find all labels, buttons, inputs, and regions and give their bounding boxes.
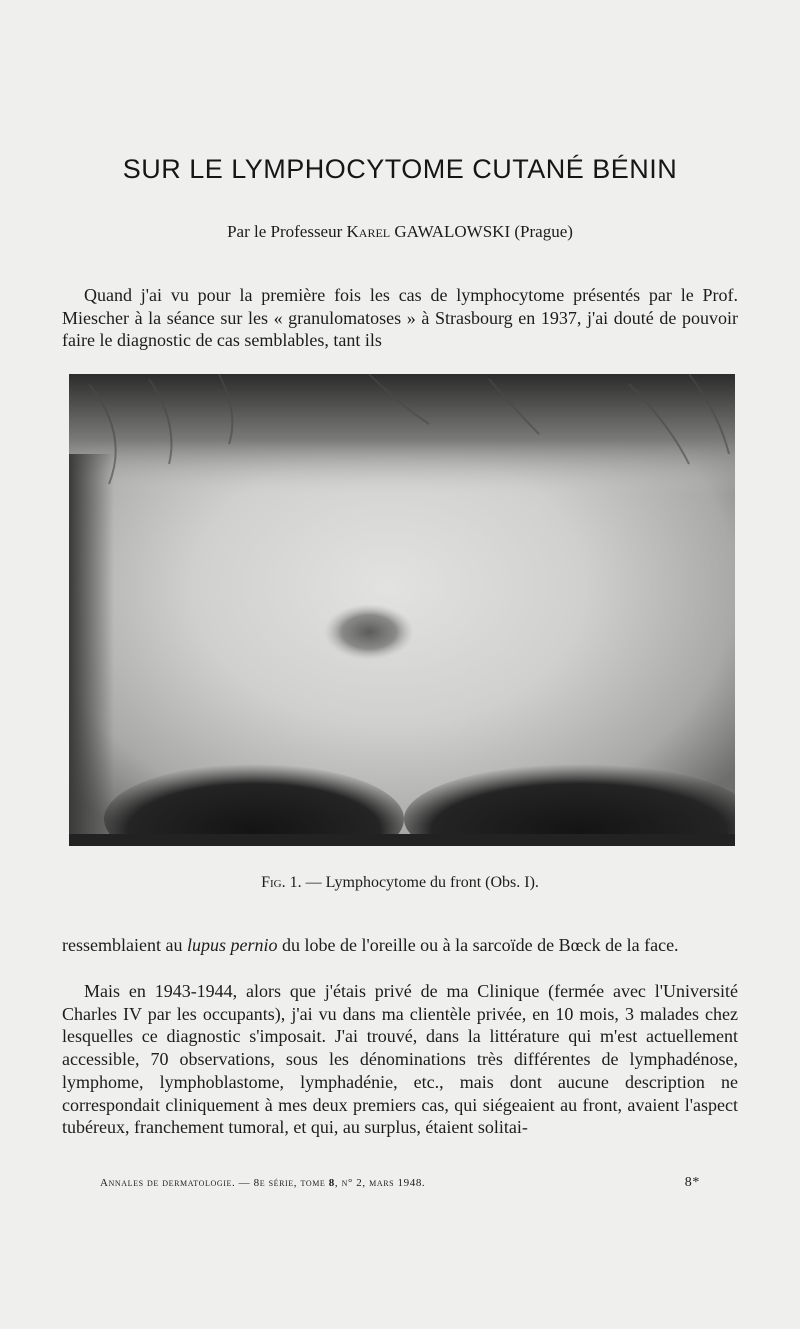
forehead-photograph xyxy=(69,374,735,846)
paragraph-observations: Mais en 1943-1944, alors que j'étais privé de ma Clinique (fermée avec l'Université Charles IV par les occupants), j'ai vu dans ma clientèle privée, en 10 mois, 3 malades chez lesquelles ce diagnostic s'imposait. J'ai trouvé, dans la littérature qui m'est actuellement accessible, 70 observations, sous les dénominations très différentes de lymphadénose, lymphome, lymphoblastome, lymphadénie, etc., mais dont aucune description ne correspondait cliniquement à mes deux premiers cas, qui siégeaient au front, avaient l'aspect tubéreux, franchement tumoral, et qui, au surplus, étaient solitai- xyxy=(62,981,738,1138)
figure-label: Fig. 1. xyxy=(261,874,302,891)
figure-caption xyxy=(0,874,800,892)
footer-tome: 8 xyxy=(328,1177,335,1189)
p2-italic-term: lupus pernio xyxy=(186,935,278,955)
figure-photo-forehead xyxy=(69,374,735,846)
author-last-name: GAWALOWSKI xyxy=(390,222,511,241)
lesion-nodule xyxy=(324,604,414,660)
footer-issue: , n° 2, mars 1948. xyxy=(334,1177,426,1189)
article-title: SUR LE LYMPHOCYTOME CUTANÉ BÉNIN xyxy=(122,154,678,184)
byline-prefix: Par le Professeur xyxy=(227,222,347,241)
hairline xyxy=(69,374,735,494)
p2-end: du lobe de l'oreille ou à la sarcoïde de Bœck de la face. xyxy=(277,935,679,955)
byline xyxy=(0,222,800,242)
page-number: 8* xyxy=(684,1175,700,1190)
paragraph-continuation xyxy=(62,934,738,957)
p2-start: ressemblaient au xyxy=(62,935,187,955)
footer-series: — 8e série, tome xyxy=(235,1177,329,1189)
author-location: (Prague) xyxy=(510,222,573,241)
figure-caption-text: — Lymphocytome du front (Obs. I). xyxy=(301,874,539,891)
paragraph-intro: Quand j'ai vu pour la première fois les cas de lymphocytome présentés par le Prof. Miescher à la séance sur les « granulomatoses » à Strasbourg en 1937, j'ai douté de pouvoir faire le diagnostic de cas semblables, tant ils xyxy=(62,285,738,351)
footer-journal: Annales de dermatologie. xyxy=(100,1177,236,1189)
author-first-name: Karel xyxy=(346,222,391,241)
page-footer xyxy=(100,1177,700,1189)
